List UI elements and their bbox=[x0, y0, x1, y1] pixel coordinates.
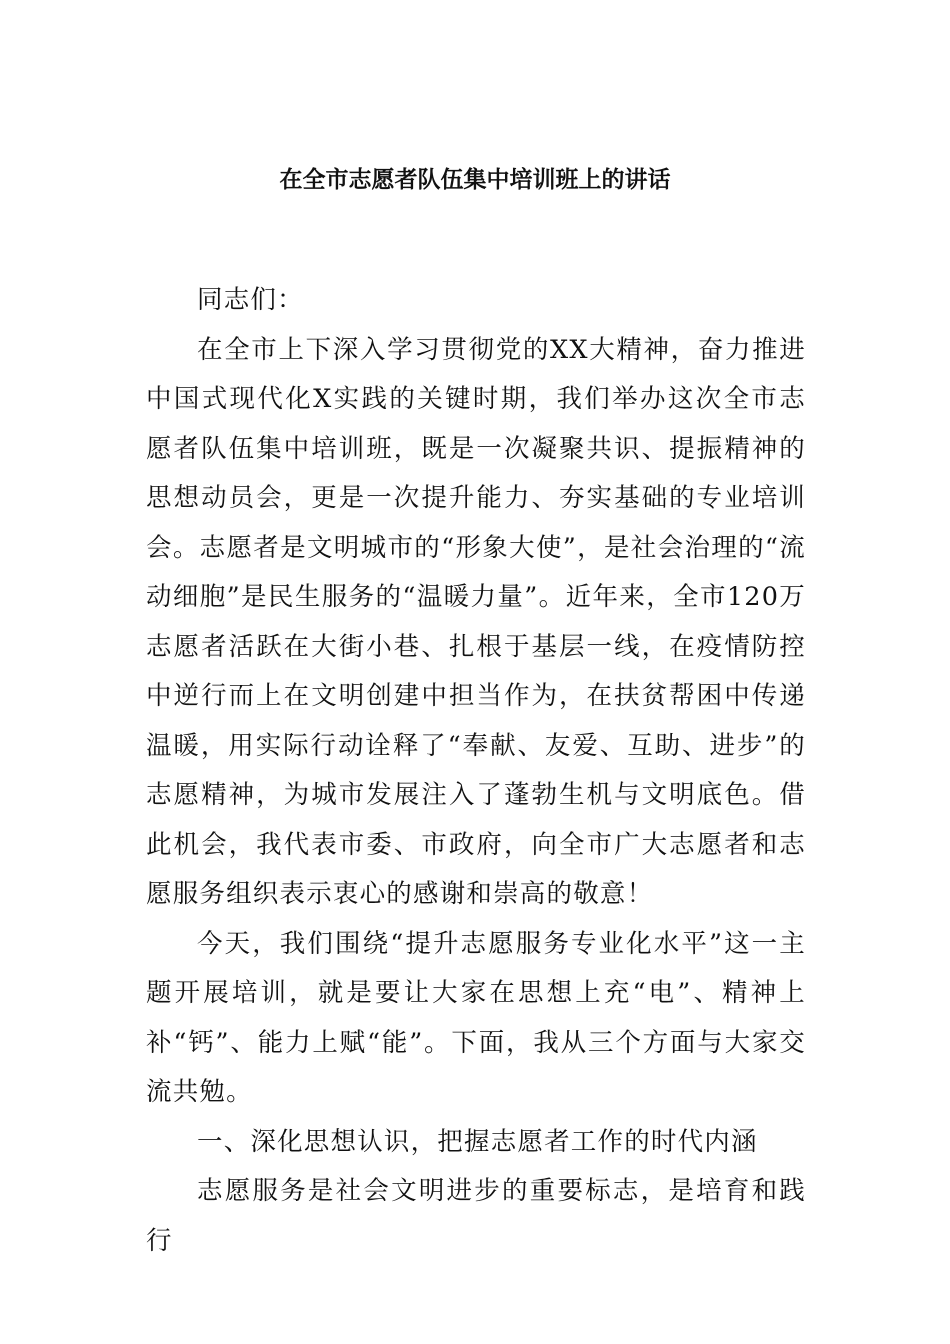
salutation: 同志们： bbox=[197, 285, 304, 315]
section-heading: 一、深化思想认识，把握志愿者工作的时代内涵 bbox=[197, 1126, 758, 1157]
body-paragraph: 今天，我们围绕“提升志愿服务专业化水平”这一主题开展培训，就是要让大家在思想上充“电”、精神上补“钙”、能力上赋“能”。下面，我从三个方面与大家交流共勉。 bbox=[146, 928, 806, 1107]
document-body bbox=[146, 276, 806, 1266]
body-paragraph: 在全市上下深入学习贯彻党的XX大精神，奋力推进中国式现代化X实践的关键时期，我们举办这次全市志愿者队伍集中培训班，既是一次凝聚共识、提振精神的思想动员会，更是一次提升能力、夯实基础的专业培训会。志愿者是文明城市的“形象大使”，是社会治理的“流动细胞”是民生服务的“温暖力量”。近年来，全市120万志愿者活跃在大街小巷、扎根于基层一线，在疫情防控中逆行而上在文明创建中担当作为，在扶贫帮困中传递温暖，用实际行动诠释了“奉献、友爱、互助、进步”的志愿精神，为城市发展注入了蓬勃生机与文明底色。借此机会，我代表市委、市政府，向全市广大志愿者和志愿服务组织表示衷心的感谢和崇高的敬意！ bbox=[146, 334, 806, 909]
body-paragraph: 志愿服务是社会文明进步的重要标志，是培育和践行 bbox=[146, 1176, 806, 1256]
document-title: 在全市志愿者队伍集中培训班上的讲话 bbox=[279, 167, 671, 193]
